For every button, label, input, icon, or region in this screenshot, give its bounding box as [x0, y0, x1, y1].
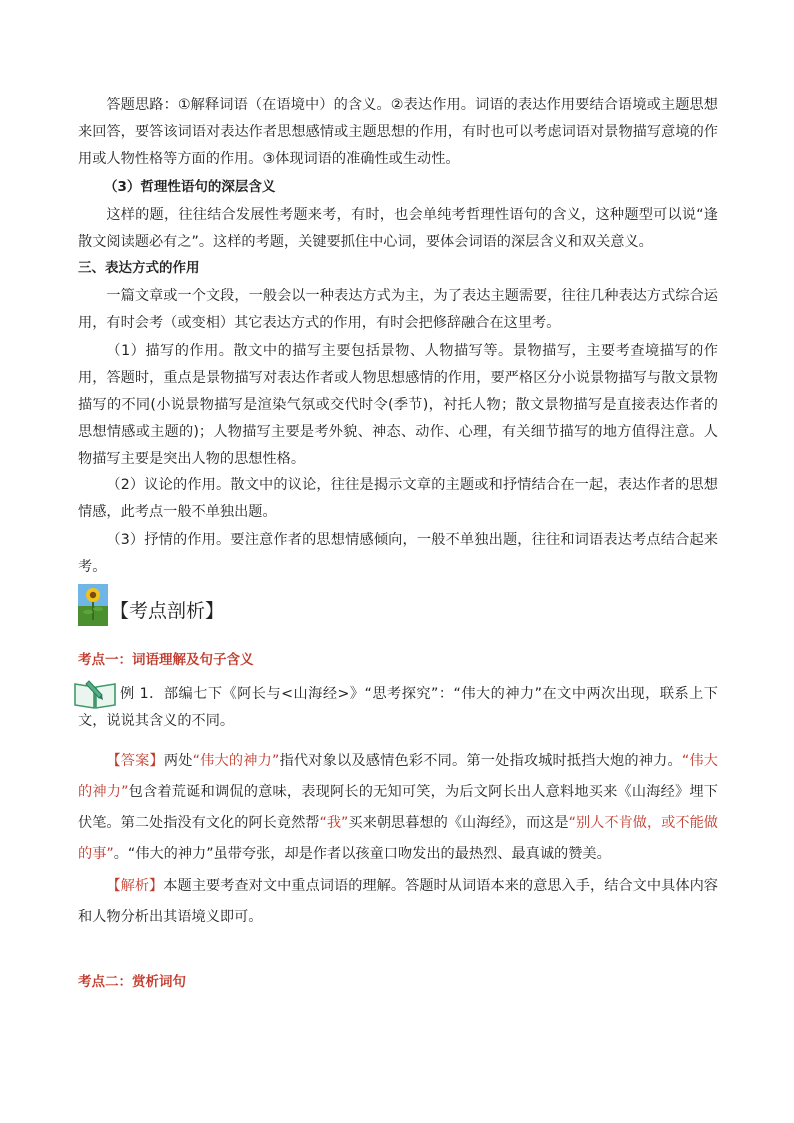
analysis-tag: 【解析】 — [106, 878, 164, 894]
answer-paragraph — [78, 746, 718, 870]
answer-text-1: 两处 — [163, 753, 193, 769]
answer-text-3: 包含着荒诞和调侃的意味，表现阿长的无知可笑，为后文阿长出人意料地买来《山海经》埋下伏笔。第二处指没有文化的阿长竟然帮 — [78, 784, 718, 831]
key-point-two-title: 考点二：赏析词句 — [78, 974, 186, 990]
key-point-one-title: 考点一：词语理解及句子含义 — [78, 652, 254, 668]
analysis-paragraph — [78, 871, 718, 933]
subheading-philosophical-sentences: （3）哲理性语句的深层含义 — [104, 179, 276, 195]
philosophical-paragraph: 这样的题，往往结合发展性考题来考，有时，也会单纯考哲理性语句的含义，这种题型可以说“逢散文阅读题必有之”。这样的考题，关键要抓住中心词，要体会词语的深层含义和双关意义。 — [78, 207, 718, 250]
section-heading-expression-methods: 三、表达方式的作用 — [78, 260, 200, 276]
argument-paragraph: （2）议论的作用。散文中的议论，往往是揭示文章的主题或和抒情结合在一起，表达作者的思想情感，此考点一般不单独出题。 — [78, 477, 718, 520]
answer-approach-paragraph: 答题思路：①解释词语（在语境中）的含义。②表达作用。词语的表达作用要结合语境或主题思想来回答，要答该词语对表达作者思想感情或主题思想的作用，有时也可以考虑词语对景物描写意境的作用或人物性格等方面的作用。③体现词语的准确性或生动性。 — [78, 97, 718, 167]
expression-intro-paragraph: 一篇文章或一个文段，一般会以一种表达方式为主，为了表达主题需要，往往几种表达方式综合运用，有时会考（或变相）其它表达方式的作用，有时会把修辞融合在这里考。 — [78, 288, 718, 331]
example-question: 例 1．部编七下《阿长与<山海经>》“思考探究”：“伟大的神力”在文中两次出现，联系上下文，说说其含义的不同。 — [78, 686, 718, 729]
sunflower-icon — [78, 584, 108, 626]
answer-quote-3: “我” — [319, 815, 349, 831]
answer-text-5: 。“伟大的神力”虽带夸张，却是作者以孩童口吻发出的最热烈、最真诚的赞美。 — [113, 846, 611, 862]
lyric-paragraph: （3）抒情的作用。要注意作者的思想情感倾向，一般不单独出题，往往和词语表达考点结合起来考。 — [78, 532, 718, 575]
answer-quote-2: “伟大的神力” — [78, 753, 718, 800]
answer-quote-1: “伟大的神力” — [192, 753, 280, 769]
answer-text-2: 指代对象以及感情色彩不同。第一处指攻城时抵挡大炮的神力。 — [279, 753, 682, 769]
answer-tag: 【答案】 — [106, 753, 164, 769]
banner-title: 【考点剖析】 — [110, 600, 225, 622]
answer-quote-4: “别人不肯做，或不能做的事” — [78, 815, 718, 862]
answer-text-4: 买来朝思暮想的《山海经》，而这是 — [348, 815, 569, 831]
analysis-text: 本题主要考查对文中重点词语的理解。答题时从词语本来的意思入手，结合文中具体内容和人物分析出其语境义即可。 — [78, 878, 718, 925]
analysis-banner — [78, 582, 224, 626]
description-paragraph: （1）描写的作用。散文中的描写主要包括景物、人物描写等。景物描写，主要考查境描写的作用，答题时，重点是景物描写对表达作者或人物思想感情的作用，要严格区分小说景物描写与散文景物描写的不同(小说景物描写是渲染气氛或交代时令(季节)，衬托人物；散文景物描写是直接表达作者的思想情感或主题的)；人物描写主要是考外貌、神态、动作、心理，有关细节描写的地方值得注意。人物描写主要是突出人物的思想性格。 — [78, 343, 718, 467]
